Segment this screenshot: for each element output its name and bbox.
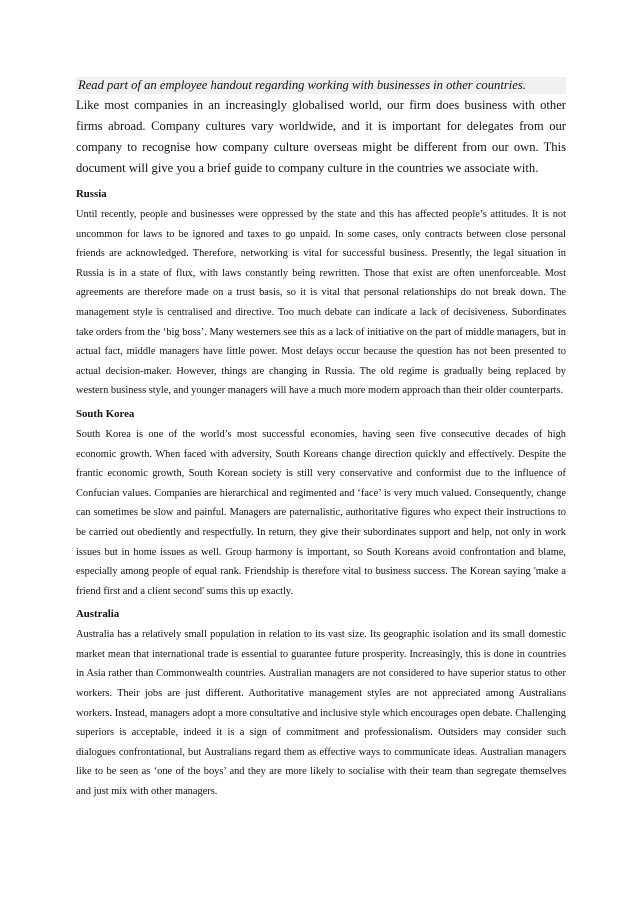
section-heading: Australia	[76, 608, 120, 621]
section-russia	[76, 187, 566, 401]
handout-page	[76, 77, 566, 808]
section-heading: South Korea	[76, 407, 135, 420]
section-australia	[76, 607, 566, 801]
section-heading: Russia	[76, 188, 107, 200]
section-body: Until recently, people and businesses were oppressed by the state and this has affected people’s attitudes. It is not uncommon for laws to be ignored and taxes to go unpaid. In some cases, only contracts between close personal friends are acknowledged. Therefore, networking is vital for successful business. Presently, the legal situation in Russia is in a state of flux, with laws constantly being rewritten. Those that exist are often unenforceable. Most agreements are therefore made on a trust basis, so it is vital that personal relationships do not break down. The management style is centralised and directive. Too much debate can indicate a lack of decisiveness. Subordinates take orders from the ‘big boss’. Many westerners see this as a lack of initiative on the part of middle managers, but in actual fact, middle managers have little power. Most delays occur because the question has not been presented to actual decision-maker. However, things are changing in Russia. The old regime is gradually being replaced by western business style, and younger managers will have a much more modern approach than their older counterparts.	[76, 209, 566, 397]
intro-paragraph: Like most companies in an increasingly globalised world, our firm does business with other firms abroad. Company cultures vary worldwide, and it is important for delegates from our company to recognise how company culture overseas might be different from our own. This document will give you a brief guide to company culture in the countries we associate with.	[76, 98, 566, 175]
section-south-korea	[76, 407, 566, 601]
task-instruction: Read part of an employee handout regarding working with businesses in other countries.	[76, 77, 566, 94]
section-body: Australia has a relatively small population in relation to its vast size. Its geographic isolation and its small domestic market mean that international trade is essential to guarantee future prosperity. Increasingly, this is done in countries in Asia rather than Commonwealth countries. Australian managers are not considered to have superior status to other workers. Their jobs are just different. Authoritative management styles are not appreciated among Australians workers. Instead, managers adopt a more consultative and inclusive style which encourages open debate. Challenging superiors is acceptable, indeed it is a sign of commitment and professionalism. Outsiders may consider such dialogues confrontational, but Australians regard them as effective ways to communicate ideas. Australian managers like to be seen as ‘one of the boys’ and they are more likely to socialise with their team than segregate themselves and just mix with other managers.	[76, 629, 566, 798]
section-body: South Korea is one of the world’s most successful economies, having seen five consecutive decades of high economic growth. When faced with adversity, South Koreans change direction quickly and effectively. Despite the frantic economic growth, South Korean society is still very conservative and conformist due to the influence of Confucian values. Companies are hierarchical and regimented and ‘face’ is very much valued. Consequently, change can sometimes be slow and painful. Managers are paternalistic, authoritative figures who expect their instructions to be carried out obediently and respectfully. In return, they give their subordinates support and help, not only in work issues but in home issues as well. Group harmony is important, so South Koreans avoid confrontation and blame, especially among people of equal rank. Friendship is therefore vital to business success. The Korean saying 'make a friend first and a client second' sums this up exactly.	[76, 428, 566, 597]
